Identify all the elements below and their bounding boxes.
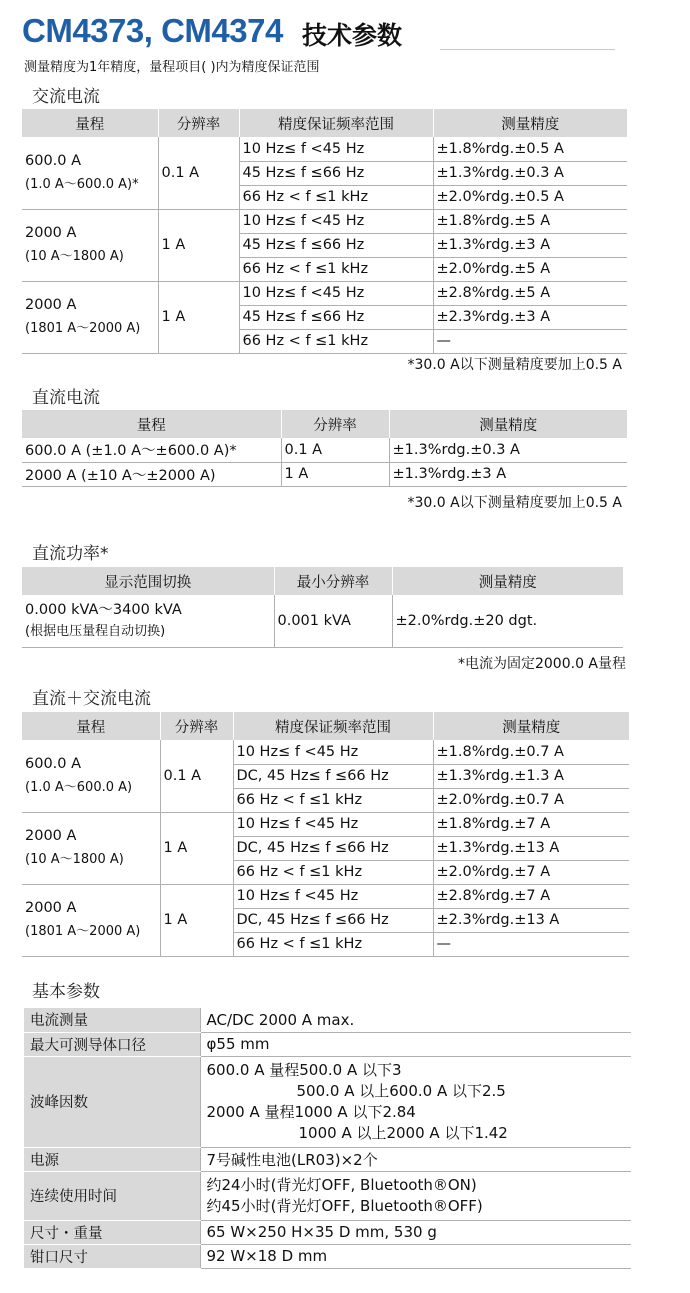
param-line: 600.0 A 量程500.0 A 以下3 [206,1060,402,1079]
range-value: 2000 A [25,828,77,844]
resolution-cell: 1 A [158,281,239,353]
range-span: (1.0 A～600.0 A) [25,779,133,795]
range-span: (1.0 A～600.0 A)* [25,176,139,192]
param-label: 波峰因数 [24,1056,200,1147]
param-label: 电流测量 [24,1008,200,1032]
table-row [22,209,627,233]
param-value: 7号碱性电池(LR03)×2个 [200,1147,631,1171]
header-accuracy: 测量精度 [392,567,623,595]
section-title-power: 直流功率* [32,544,109,564]
table-row [24,1056,631,1147]
range-cell [22,209,158,281]
accuracy-cell: ±1.8%rdg.±7 A [433,812,629,836]
resolution-cell: 0.1 A [160,740,233,812]
range-cell [22,884,160,956]
range-cell [22,595,274,647]
frequency-cell: DC, 45 Hz≤ f ≤66 Hz [233,836,433,860]
ac-footnote: *30.0 A以下测量精度要加上0.5 A [407,357,622,373]
frequency-cell: DC, 45 Hz≤ f ≤66 Hz [233,764,433,788]
header-resolution: 分辨率 [158,109,239,137]
header-accuracy: 测量精度 [433,109,627,137]
power-footnote: *电流为固定2000.0 A量程 [457,656,626,672]
range-cell [22,137,158,209]
frequency-cell: 10 Hz≤ f <45 Hz [233,884,433,908]
accuracy-cell: ±2.8%rdg.±5 A [433,281,627,305]
header-accuracy: 测量精度 [389,410,627,438]
section-title-dc: 直流电流 [32,388,100,408]
frequency-cell: 66 Hz < f ≤1 kHz [239,329,433,353]
param-value: AC/DC 2000 A max. [200,1008,631,1032]
table-row [24,1171,631,1220]
accuracy-cell: ±2.0%rdg.±0.7 A [433,788,629,812]
table-row [22,595,623,647]
param-value: φ55 mm [200,1032,631,1056]
frequency-cell: 66 Hz < f ≤1 kHz [239,257,433,281]
param-value: 65 W×250 H×35 D mm, 530 g [200,1220,631,1244]
frequency-cell: 10 Hz≤ f <45 Hz [233,740,433,764]
param-value: 92 W×18 D mm [200,1244,631,1268]
accuracy-cell: ±2.0%rdg.±0.5 A [433,185,627,209]
header-frequency: 精度保证频率范围 [233,712,433,740]
accuracy-cell: ±2.0%rdg.±5 A [433,257,627,281]
param-label: 钳口尺寸 [24,1244,200,1268]
frequency-cell: 66 Hz < f ≤1 kHz [233,860,433,884]
table-row [22,884,629,908]
frequency-cell: 45 Hz≤ f ≤66 Hz [239,233,433,257]
resolution-cell: 0.1 A [281,438,389,462]
range-value: 600.0 A [25,755,82,772]
range-cell [22,281,158,353]
accuracy-cell: ±1.3%rdg.±13 A [433,836,629,860]
accuracy-cell: ±2.3%rdg.±3 A [433,305,627,329]
header-accuracy: 测量精度 [433,712,629,740]
header-range: 量程 [22,712,160,740]
frequency-cell: 66 Hz < f ≤1 kHz [233,932,433,956]
basic-params-table [24,1008,631,1269]
frequency-cell: 10 Hz≤ f <45 Hz [239,281,433,305]
section-title-basic: 基本参数 [32,982,100,1002]
range-value: 2000 A [25,297,77,313]
table-row [22,812,629,836]
accuracy-cell: ±1.8%rdg.±0.5 A [433,137,627,161]
range-span: (1801 A～2000 A) [25,321,141,336]
range-cell: 2000 A (±10 A～±2000 A) [22,462,281,486]
table-row [22,281,627,305]
section-title-ac: 交流电流 [32,87,100,107]
param-value [200,1171,631,1220]
model-name: CM4373, CM4374 [22,12,283,49]
accuracy-cell: ±1.8%rdg.±5 A [433,209,627,233]
param-line: 2000 A 量程1000 A 以下2.84 [206,1102,416,1121]
range-span: (10 A～1800 A) [25,249,124,264]
resolution-cell: 1 A [158,209,239,281]
resolution-cell: 0.001 kVA [274,595,392,647]
resolution-cell: 1 A [160,884,233,956]
header-display-range: 显示范围切换 [22,567,274,595]
range-cell [22,812,160,884]
param-value [200,1056,631,1147]
dc-power-table [22,567,623,648]
accuracy-cell: ±1.8%rdg.±0.7 A [433,740,629,764]
frequency-cell: 45 Hz≤ f ≤66 Hz [239,161,433,185]
accuracy-cell: — [433,329,627,353]
accuracy-cell: ±1.3%rdg.±1.3 A [433,764,629,788]
accuracy-cell: ±1.3%rdg.±3 A [389,462,627,486]
accuracy-cell: ±1.3%rdg.±0.3 A [433,161,627,185]
param-label: 尺寸・重量 [24,1220,200,1244]
table-row [24,1008,631,1032]
accuracy-cell: ±1.3%rdg.±3 A [433,233,627,257]
resolution-cell: 1 A [281,462,389,486]
acdc-current-table [22,712,629,957]
param-line: 约45小时(背光灯OFF, Bluetooth®OFF) [206,1196,483,1215]
table-row [22,137,627,161]
accuracy-cell: ±2.0%rdg.±20 dgt. [392,595,623,647]
accuracy-cell: ±2.3%rdg.±13 A [433,908,629,932]
dc-footnote: *30.0 A以下测量精度要加上0.5 A [407,495,622,511]
page-title: 技术参数 [302,21,403,50]
range-value: 0.000 kVA～3400 kVA [25,601,182,618]
param-label: 电源 [24,1147,200,1171]
param-line: 500.0 A 以上600.0 A 以下2.5 [296,1081,506,1100]
table-row [24,1032,631,1056]
accuracy-cell: ±1.3%rdg.±0.3 A [389,438,627,462]
range-value: 2000 A [25,900,77,916]
range-cell: 600.0 A (±1.0 A～±600.0 A)* [22,438,281,462]
range-value: 2000 A [25,225,77,241]
accuracy-cell: ±2.8%rdg.±7 A [433,884,629,908]
range-span: (10 A～1800 A) [25,852,124,867]
header-min-resolution: 最小分辨率 [274,567,392,595]
param-label: 连续使用时间 [24,1171,200,1220]
table-row [24,1244,631,1268]
frequency-cell: 45 Hz≤ f ≤66 Hz [239,305,433,329]
header-range: 量程 [22,109,158,137]
frequency-cell: 10 Hz≤ f <45 Hz [239,137,433,161]
dc-current-table [22,410,627,487]
range-span: (1801 A～2000 A) [25,924,141,939]
ac-current-table [22,109,627,354]
frequency-cell: 66 Hz < f ≤1 kHz [233,788,433,812]
title-divider [440,49,615,50]
param-line: 1000 A 以上2000 A 以下1.42 [298,1123,508,1142]
range-cell [22,740,160,812]
accuracy-cell: — [433,932,629,956]
frequency-cell: 10 Hz≤ f <45 Hz [233,812,433,836]
range-span: (根据电压量程自动切换) [25,623,166,639]
table-row [24,1147,631,1171]
page-subtitle: 测量精度为1年精度，量程项目( )内为精度保证范围 [24,60,320,75]
header-resolution: 分辨率 [160,712,233,740]
frequency-cell: 10 Hz≤ f <45 Hz [239,209,433,233]
param-line: 约24小时(背光灯OFF, Bluetooth®ON) [206,1175,477,1194]
header-range: 量程 [22,410,281,438]
frequency-cell: 66 Hz < f ≤1 kHz [239,185,433,209]
table-row [22,462,627,486]
header-frequency: 精度保证频率范围 [239,109,433,137]
frequency-cell: DC, 45 Hz≤ f ≤66 Hz [233,908,433,932]
resolution-cell: 0.1 A [158,137,239,209]
range-value: 600.0 A [25,152,82,169]
resolution-cell: 1 A [160,812,233,884]
param-label: 最大可测导体口径 [24,1032,200,1056]
table-row [24,1220,631,1244]
section-title-acdc: 直流＋交流电流 [32,689,151,709]
header-resolution: 分辨率 [281,410,389,438]
table-row [22,438,627,462]
accuracy-cell: ±2.0%rdg.±7 A [433,860,629,884]
table-row [22,740,629,764]
